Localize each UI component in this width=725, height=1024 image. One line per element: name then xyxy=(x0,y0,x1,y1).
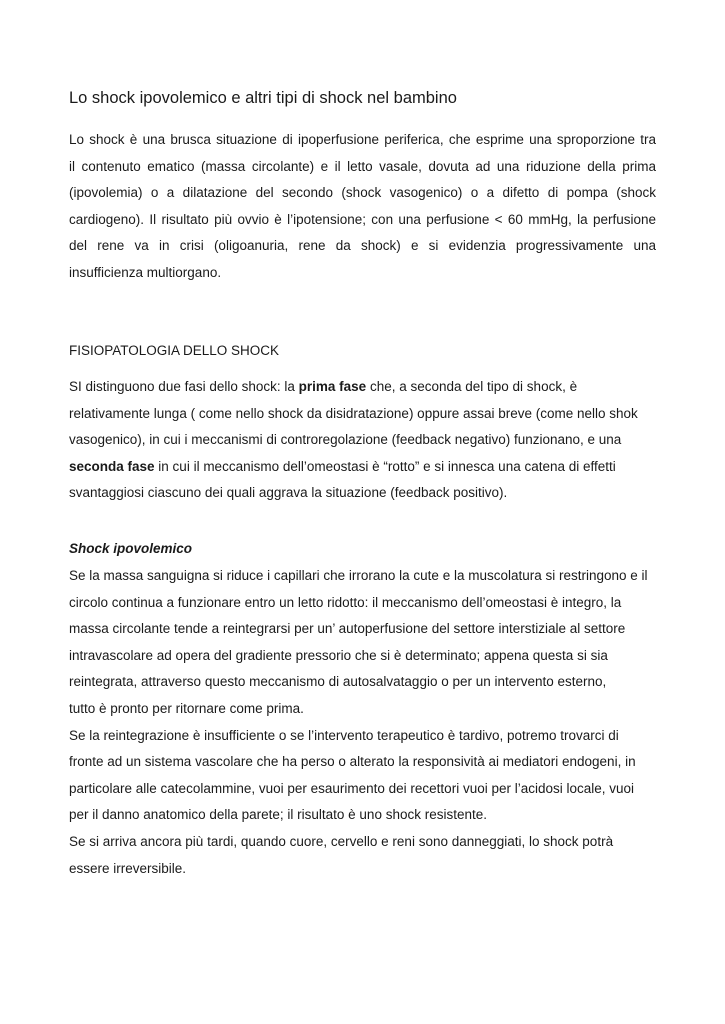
intro-line: (ipovolemia) o a dilatazione del secondo (shock vasogenico) o a difetto di pompa (shock xyxy=(69,185,656,200)
body-line: per il danno anatomico della parete; il risultato è uno shock resistente. xyxy=(69,807,487,823)
body-line: essere irreversibile. xyxy=(69,860,187,876)
intro-line: cardiogeno). Il risultato più ovvio è l’ipotensione; con una perfusione < 60 mmHg, la perfusione xyxy=(69,211,656,227)
section-line: vasogenico), in cui i meccanismi di controregolazione (feedback negativo) funzionano, e una xyxy=(69,432,622,448)
body-line: Se si arriva ancora più tardi, quando cuore, cervello e reni sono danneggiati, lo shock potrà xyxy=(69,833,614,849)
body-line: tutto è pronto per ritornare come prima. xyxy=(69,700,304,716)
bold-term: prima fase xyxy=(298,379,367,394)
intro-line: Lo shock è una brusca situazione di ipoperfusione periferica, che esprime una sproporzione tra xyxy=(69,132,656,147)
section-line xyxy=(69,454,656,481)
section-text: in cui il meccanismo dell’omeostasi è “rotto” e si innesca una catena di effetti xyxy=(154,458,616,474)
body-line: circolo continua a funzionare entro un letto ridotto: il meccanismo dell’omeostasi è integro, la xyxy=(69,594,622,610)
body-line: particolare alle catecolammine, vuoi per esaurimento dei recettori vuoi per l’acidosi locale, vuoi xyxy=(69,780,635,796)
body-line: Se la reintegrazione è insufficiente o se l’intervento terapeutico è tardivo, potremo trovarci di xyxy=(69,727,619,743)
body-paragraph xyxy=(69,563,656,882)
section-heading: FISIOPATOLOGIA DELLO SHOCK xyxy=(69,343,280,358)
body-line: massa circolante tende a reintegrarsi per un’ autoperfusione del settore interstiziale al settore xyxy=(69,621,626,637)
intro-line: del rene va in crisi (oligoanuria, rene da shock) e si evidenzia progressivamente una xyxy=(69,238,656,253)
section-text: SI distinguono due fasi dello shock: la xyxy=(69,379,299,394)
section-line: svantaggiosi ciascuno dei quali aggrava la situazione (feedback positivo). xyxy=(69,485,508,501)
subheading: Shock ipovolemico xyxy=(69,541,193,556)
document-title: Lo shock ipovolemico e altri tipi di shock nel bambino xyxy=(69,89,457,107)
body-line: intravascolare ad opera del gradiente pressorio che si è determinato; appena questa si sia xyxy=(69,647,608,663)
body-line: fronte ad un sistema vascolare che ha perso o alterato la responsività ai mediatori endogeni, in xyxy=(69,754,636,770)
bold-term: seconda fase xyxy=(69,458,155,474)
section-line: relativamente lunga ( come nello shock da disidratazione) oppure assai breve (come nello shok xyxy=(69,405,638,421)
body-line: Se la massa sanguigna si riduce i capillari che irrorano la cute e la muscolatura si restringono e il xyxy=(69,568,648,583)
intro-line: insufficienza multiorgano. xyxy=(69,264,222,280)
section-line xyxy=(69,374,656,401)
intro-paragraph xyxy=(69,127,656,286)
section-text: che, a seconda del tipo di shock, è xyxy=(366,379,578,394)
body-line: reintegrata, attraverso questo meccanismo di autosalvataggio o per un intervento esterno, xyxy=(69,674,607,690)
intro-line: il contenuto ematico (massa circolante) e il letto vasale, dovuta ad una riduzione della prima xyxy=(69,158,656,174)
section-paragraph xyxy=(69,374,656,507)
